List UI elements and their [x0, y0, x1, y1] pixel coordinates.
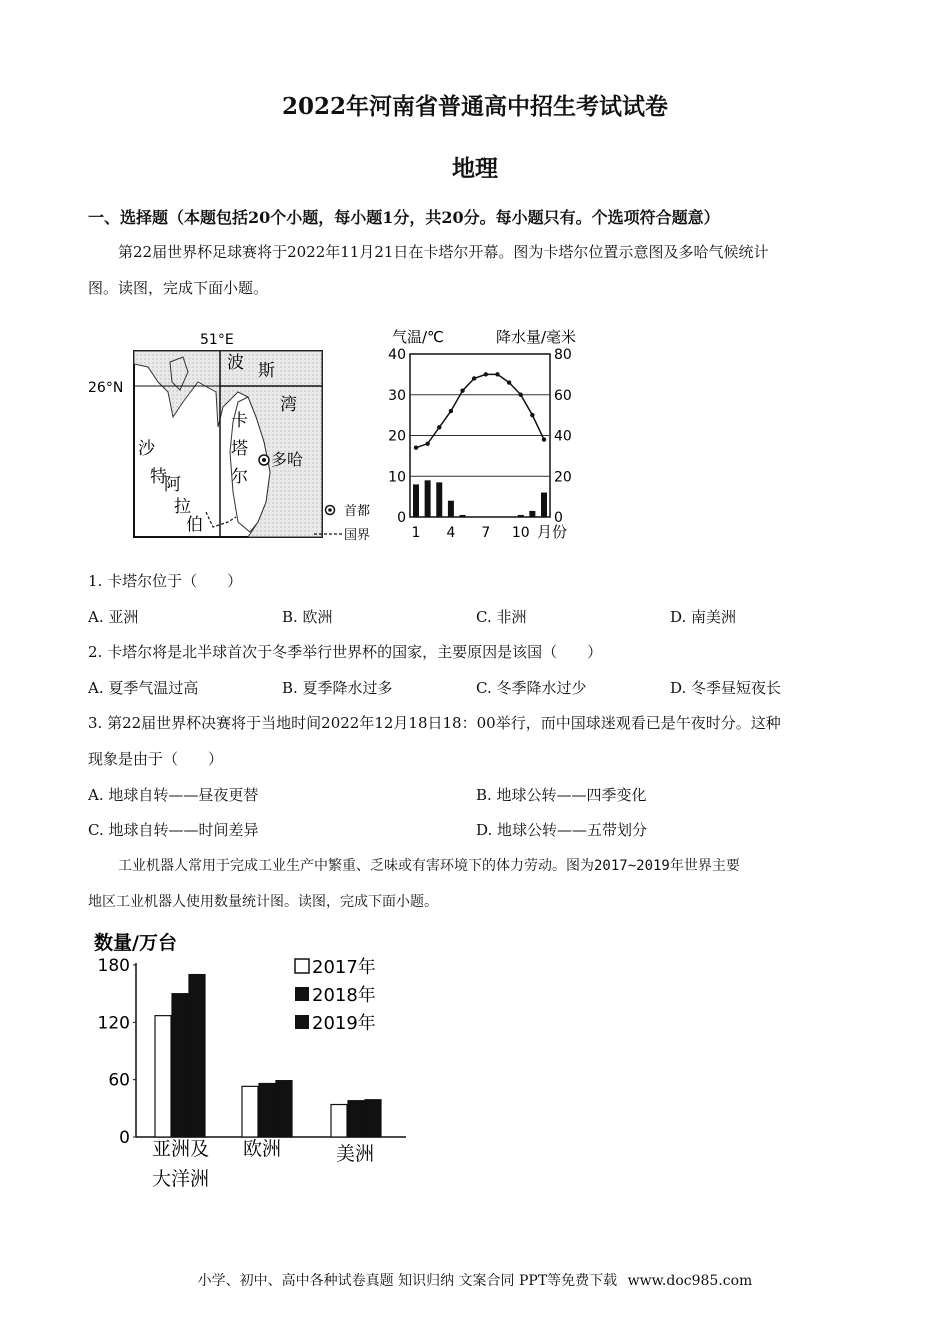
temp-point — [437, 425, 441, 429]
q3-option-c[interactable]: C. 地球自转——时间差异 — [88, 821, 259, 839]
saudi-char: 沙 — [138, 439, 155, 459]
qatar-char: 卡 — [231, 411, 248, 431]
longitude-label: 51°E — [200, 332, 234, 348]
month-tick-label: 4 — [446, 525, 456, 541]
q3-option-b[interactable]: B. 地球公转——四季变化 — [476, 786, 647, 804]
temp-point — [495, 372, 499, 376]
q2-option-c[interactable]: C. 冬季降水过少 — [476, 679, 587, 697]
category-label: 欧洲 — [243, 1138, 282, 1160]
intro-line: 图。读图，完成下面小题。 — [88, 279, 269, 297]
intro-line: 工业机器人常用于完成工业生产中繁重、乏味或有害环境下的体力劳动。图为2017~2019年世界主要 — [118, 858, 740, 874]
q1-option-b[interactable]: B. 欧洲 — [282, 608, 333, 626]
gulf-char: 湾 — [280, 395, 297, 415]
page-footer — [0, 1270, 950, 1290]
temp-tick-label: 30 — [388, 387, 406, 404]
intro-paragraph-2 — [88, 848, 863, 920]
q1-option-a[interactable]: A. 亚洲 — [88, 608, 139, 626]
qatar-location-map — [88, 322, 388, 552]
latitude-label: 26°N — [88, 380, 124, 396]
legend-2018-swatch — [295, 987, 309, 1001]
temp-tick-label: 20 — [388, 428, 406, 445]
q3-option-d[interactable]: D. 地球公转——五带划分 — [476, 821, 648, 839]
q1-option-d[interactable]: D. 南美洲 — [670, 608, 737, 626]
temp-tick-label: 10 — [388, 469, 406, 486]
precip-bar — [460, 515, 466, 517]
precip-bar — [436, 482, 442, 517]
temp-point — [460, 388, 464, 392]
question-2: 2. 卡塔尔将是北半球首次于冬季举行世界杯的国家，主要原因是该国（ ） — [88, 643, 603, 661]
qatar-char: 塔 — [231, 439, 248, 459]
precip-tick-label: 40 — [554, 428, 572, 445]
temp-point — [507, 380, 511, 384]
temp-tick-label: 40 — [388, 347, 406, 363]
robot-bar — [348, 1101, 364, 1137]
month-tick-label: 1 — [411, 525, 421, 541]
robot-ylabel: 数量/万台 — [94, 932, 177, 954]
month-axis-label: 月份 — [537, 523, 568, 541]
robot-bar — [331, 1105, 347, 1137]
saudi-char: 特 — [150, 467, 167, 487]
legend-2018-label: 2018年 — [312, 985, 376, 1006]
robot-ytick-label: 180 — [97, 956, 130, 976]
q3-option-a[interactable]: A. 地球自转——昼夜更替 — [88, 786, 259, 804]
legend-2017-label: 2017年 — [312, 957, 376, 978]
capital-label: 多哈 — [271, 450, 304, 469]
robot-bar — [276, 1081, 292, 1137]
temp-axis-label: 气温/℃ — [392, 328, 444, 346]
temp-point — [414, 446, 418, 450]
category-label: 亚洲及 — [152, 1138, 210, 1160]
footer-url[interactable]: www.doc985.com — [627, 1273, 753, 1289]
page-title: 2022年河南省普通高中招生考试试卷 — [281, 93, 668, 120]
temp-point — [530, 413, 534, 417]
saudi-char: 伯 — [186, 515, 203, 535]
robot-usage-chart — [88, 925, 418, 1200]
precip-bar — [425, 480, 431, 517]
precip-tick-label: 80 — [554, 347, 572, 363]
precip-bar — [541, 493, 547, 517]
temp-point — [449, 409, 453, 413]
category-label: 美洲 — [336, 1143, 375, 1165]
question-1: 1. 卡塔尔位于（ ） — [88, 572, 243, 590]
intro-paragraph-1 — [88, 234, 863, 306]
intro-line: 地区工业机器人使用数量统计图。读图，完成下面小题。 — [88, 894, 438, 910]
temp-point — [484, 372, 488, 376]
gulf-char: 斯 — [258, 361, 275, 381]
section-heading: 一、选择题（本题包括20个小题，每小题1分，共20分。每小题只有。个选项符合题意） — [88, 208, 720, 227]
month-tick-label: 7 — [481, 525, 491, 541]
temp-tick-label: 0 — [397, 510, 406, 526]
robot-ytick-label: 120 — [97, 1013, 130, 1034]
precip-axis-label: 降水量/毫米 — [496, 328, 577, 346]
robot-ytick-label: 60 — [108, 1070, 130, 1091]
robot-bar — [189, 975, 205, 1137]
qatar-char: 尔 — [231, 467, 248, 487]
q2-option-b[interactable]: B. 夏季降水过多 — [282, 679, 393, 697]
robot-bar — [155, 1016, 171, 1137]
precip-tick-label: 20 — [554, 469, 572, 486]
subject-title: 地理 — [452, 155, 498, 182]
gulf-char: 波 — [227, 353, 244, 373]
legend-2019-swatch — [295, 1015, 309, 1029]
temp-point — [425, 441, 429, 445]
robot-bar — [365, 1100, 381, 1137]
robot-bar — [172, 994, 188, 1137]
precip-bar — [448, 501, 454, 517]
category-label: 大洋洲 — [152, 1168, 210, 1190]
legend-border-label: 国界 — [344, 528, 371, 543]
precip-bar — [529, 511, 535, 517]
doha-climate-chart — [382, 322, 602, 552]
robot-bar — [259, 1083, 275, 1137]
robot-ytick-label: 0 — [119, 1128, 130, 1148]
legend-2017-swatch — [295, 959, 309, 973]
saudi-char: 拉 — [174, 497, 191, 517]
temp-point — [519, 393, 523, 397]
q2-option-d[interactable]: D. 冬季昼短夜长 — [670, 679, 782, 697]
robot-bar — [242, 1086, 258, 1137]
question-3-cont: 现象是由于（ ） — [88, 750, 224, 768]
legend-capital-label: 首都 — [344, 504, 371, 519]
footer-text: 小学、初中、高中各种试卷真题 知识归纳 文案合同 PPT等免费下载 — [197, 1273, 618, 1289]
q1-option-c[interactable]: C. 非洲 — [476, 608, 527, 626]
precip-bar — [413, 484, 419, 517]
q2-option-a[interactable]: A. 夏季气温过高 — [88, 679, 199, 697]
temp-line — [416, 374, 544, 447]
month-tick-label: 10 — [511, 525, 530, 541]
intro-line: 第22届世界杯足球赛将于2022年11月21日在卡塔尔开幕。图为卡塔尔位置示意图及多哈气候统计 — [118, 243, 769, 261]
precip-bar — [518, 515, 524, 517]
precip-tick-label: 0 — [554, 510, 563, 526]
saudi-char: 阿 — [164, 475, 181, 495]
legend-2019-label: 2019年 — [312, 1013, 376, 1034]
question-3: 3. 第22届世界杯决赛将于当地时间2022年12月18日18：00举行，而中国球迷观看已是午夜时分。这种 — [88, 714, 781, 732]
precip-tick-label: 60 — [554, 387, 572, 404]
temp-point — [542, 437, 546, 441]
temp-point — [472, 376, 476, 380]
